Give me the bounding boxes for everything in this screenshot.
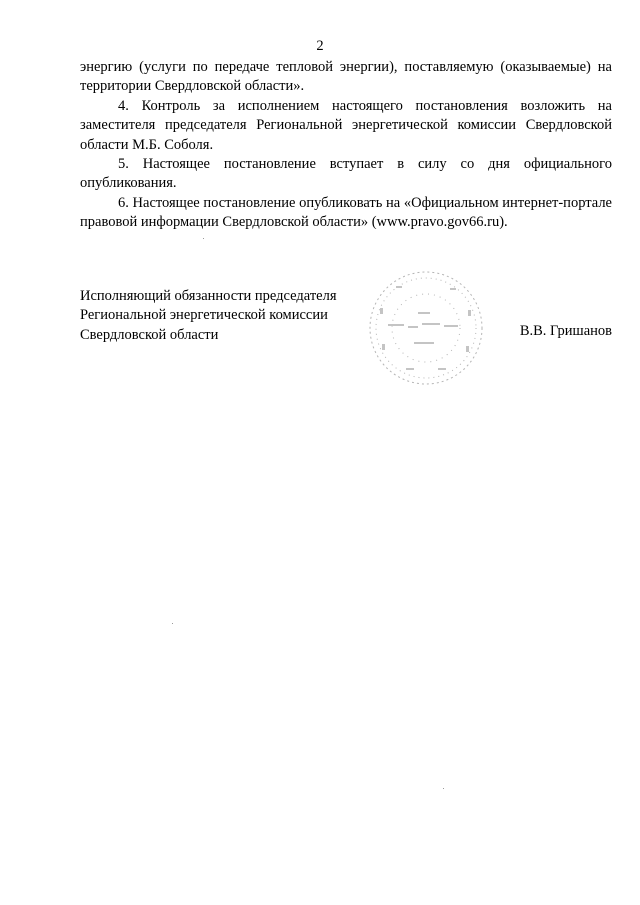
position-line: Региональной энергетической комиссии [80,307,328,324]
page-number: 2 [316,38,324,54]
paragraph-continuation: энергию (услуги по передаче тепловой энергии), поставляемую (оказываемые) на территории Свердловской области». [80,59,612,95]
paragraph-5: 5. Настоящее постановление вступает в силу со дня официального опубликования. [80,156,612,192]
scan-speck [443,788,444,789]
signatory-name: В.В. Гришанов [519,323,612,339]
position-line: Исполняющий обязанности председателя [80,288,337,304]
paragraph-4: 4. Контроль за исполнением настоящего постановления возложить на заместителя председателя Региональной энергетической комиссии Свердловской области М.Б. Соболя. [80,97,612,153]
paragraph-6: 6. Настоящее постановление опубликовать на «Официальном интернет-портале правовой информации Свердловской области» (www.pravo.gov66.ru). [80,194,612,231]
signatory-position [80,287,337,345]
scan-speck [172,623,173,624]
official-seal-icon [366,268,486,388]
position-line: Свердловской области [80,326,219,343]
scan-speck [203,238,204,239]
document-body [80,58,612,233]
